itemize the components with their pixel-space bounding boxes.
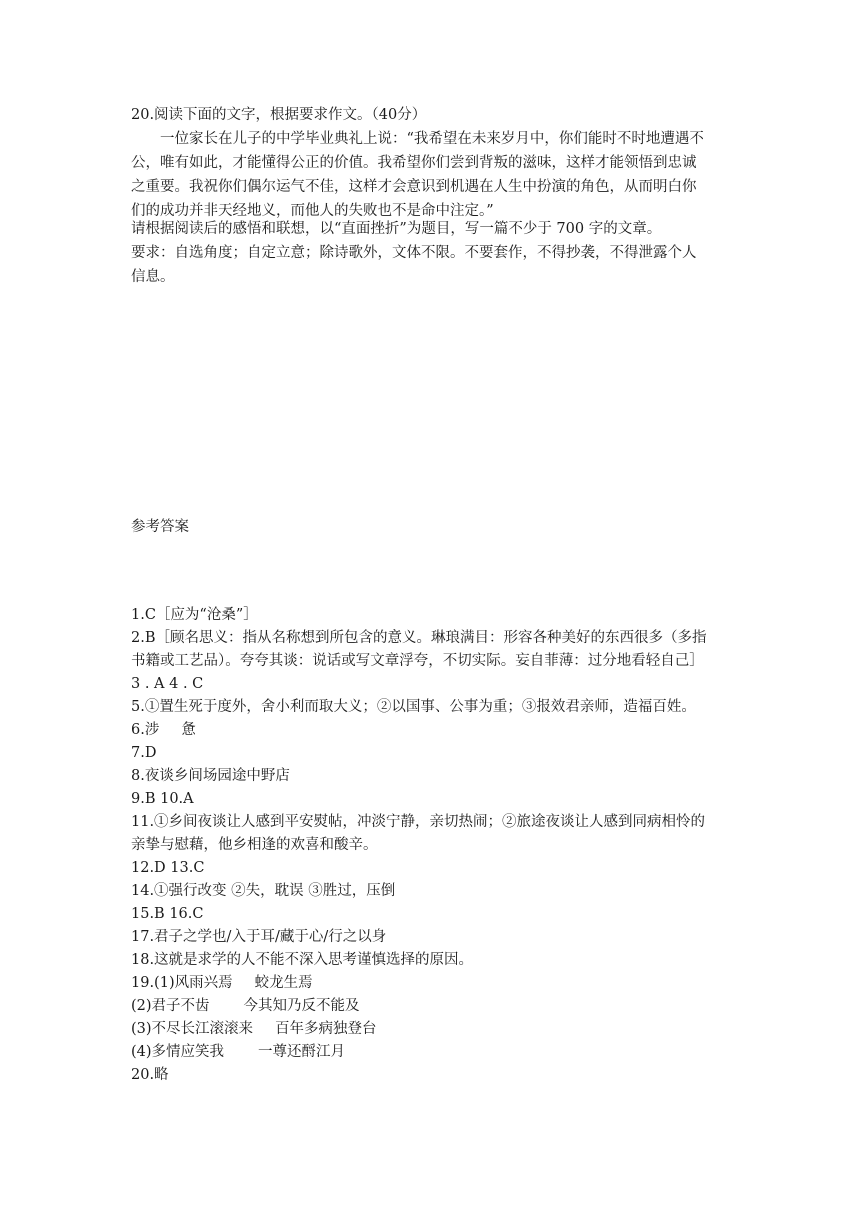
answer-15-16: 15.B 16.C	[131, 906, 204, 922]
answer-19-1-part-b: 蛟龙生焉	[254, 975, 313, 991]
answer-6-part-a: 6.涉	[131, 722, 160, 738]
answer-19-4-part-a: (4)多情应笑我	[131, 1044, 225, 1060]
answer-19-2-part-a: (2)君子不齿	[131, 998, 210, 1014]
passage-line-1: 一位家长在儿子的中学毕业典礼上说：“我希望在未来岁月中，你们能时不时地遭遇不	[160, 131, 704, 147]
answer-19-2-part-b: 今其知乃反不能及	[243, 998, 360, 1014]
answer-5: 5.①置生死于度外，舍小利而取大义；②以国事、公事为重；③报效君亲师，造福百姓。	[131, 699, 696, 715]
answer-6-part-b: 惫	[181, 722, 196, 738]
answer-19-4-part-b: 一尊还酹江月	[258, 1044, 346, 1060]
answer-19-3-part-b: 百年多病独登台	[275, 1021, 377, 1037]
answer-19-1	[131, 972, 741, 995]
answer-7: 7.D	[131, 745, 157, 761]
answer-14: 14.①强行改变 ②失，耽误 ③胜过，压倒	[131, 883, 396, 899]
answer-11-line-1: 11.①乡间夜谈让人感到平安熨帖，冲淡宁静，亲切热闹；②旅途夜谈让人感到同病相怜的	[131, 814, 706, 830]
essay-instruction: 请根据阅读后的感悟和联想，以“直面挫折”为题目，写一篇不少于 700 字的文章。	[131, 221, 662, 237]
answer-9-10: 9.B 10.A	[131, 791, 194, 807]
answer-2-line-2: 书籍或工艺品）。夸夸其谈：说话或写文章浮夸，不切实际。妄自菲薄：过分地看轻自己］	[131, 653, 704, 669]
answer-19-3	[131, 1018, 741, 1041]
answer-1: 1.C［应为“沧桑”］	[131, 607, 258, 623]
passage-line-4: 们的成功并非天经地义，而他人的失败也不是命中注定。”	[131, 203, 494, 219]
answer-17: 17.君子之学也/入于耳/藏于心/行之以身	[131, 929, 387, 945]
answer-2-line-1: 2.B［顾名思义：指从名称想到所包含的意义。琳琅满目：形容各种美好的东西很多（多指	[131, 630, 707, 646]
answer-3-4: 3 . A 4 . C	[131, 676, 204, 692]
answer-11-line-2: 亲挚与慰藉，他乡相逢的欢喜和酸辛。	[131, 837, 378, 853]
answer-8: 8.夜谈乡间场园途中野店	[131, 768, 290, 784]
answer-19-1-part-a: 19.(1)风雨兴焉	[131, 975, 233, 991]
answer-12-13: 12.D 13.C	[131, 860, 205, 876]
passage-line-3: 之重要。我祝你们偶尔运气不佳，这样才会意识到机遇在人生中扮演的角色，从而明白你	[131, 179, 697, 195]
answer-20: 20.略	[131, 1067, 169, 1083]
question-20-title: 20.阅读下面的文字，根据要求作文。（40分）	[131, 107, 427, 123]
requirements-line-1: 要求：自选角度；自定立意；除诗歌外，文体不限。不要套作，不得抄袭，不得泄露个人	[131, 245, 697, 261]
answer-18: 18.这就是求学的人不能不深入思考谨慎选择的原因。	[131, 952, 474, 968]
answer-6	[131, 719, 741, 742]
passage-line-2: 公，唯有如此，才能懂得公正的价值。我希望你们尝到背叛的滋味，这样才能领悟到忠诚	[131, 155, 697, 171]
answer-19-3-part-a: (3)不尽长江滚滚来	[131, 1021, 254, 1037]
answers-heading: 参考答案	[131, 519, 189, 535]
requirements-line-2: 信息。	[131, 269, 175, 285]
answer-19-2	[131, 995, 741, 1018]
answer-19-4	[131, 1041, 741, 1064]
